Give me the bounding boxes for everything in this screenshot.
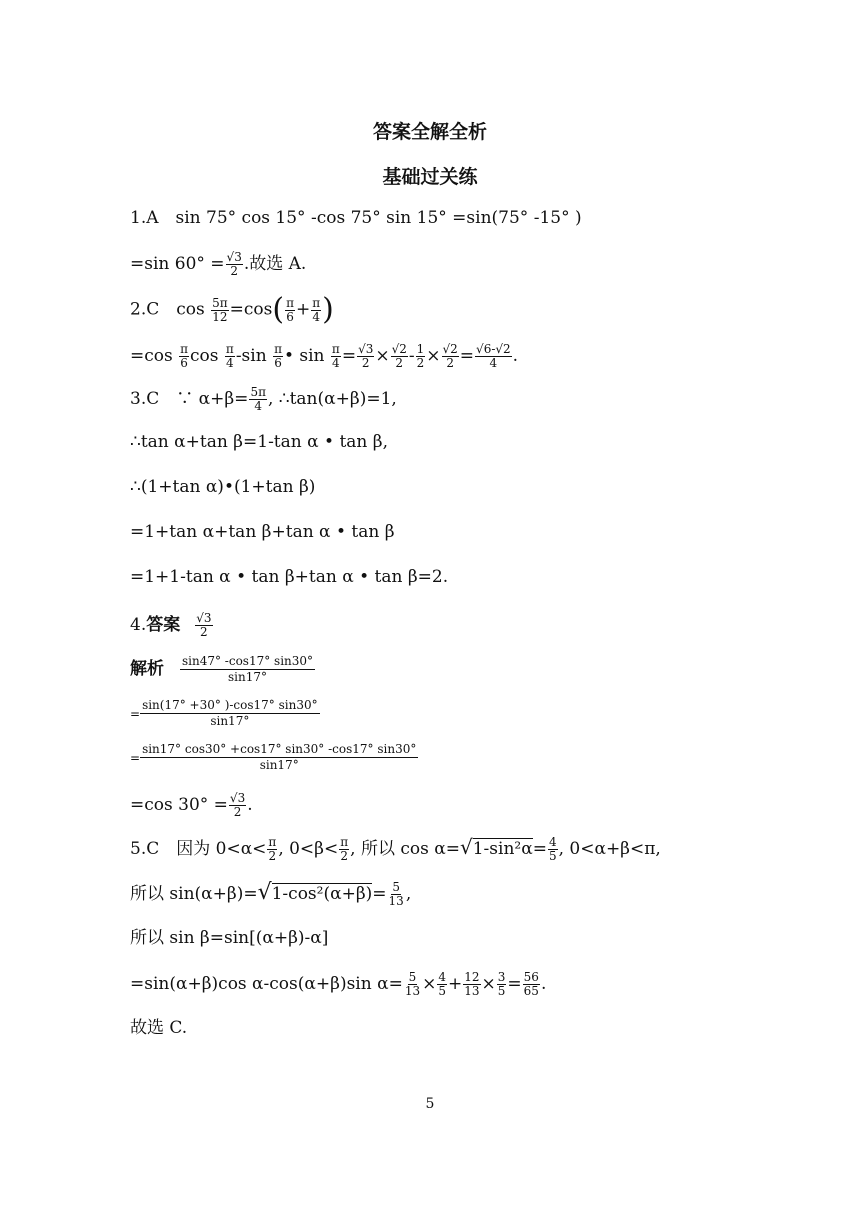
q3-line1: 3.C ∵ α+β= $\frac{5\pi}{4}$ , ∴tan(α+β)=1,	[130, 385, 397, 413]
q3-line3: ∴(1+tan α)•(1+tan β)	[130, 477, 316, 497]
q1-line1: 1.A sin 75° cos 15° -cos 75° sin 15° =sin(75° -15° )	[130, 208, 582, 228]
q4-analysis-3: = $\frac{\sin 17^\circ \cos 30^\circ +\cos 17^\circ \sin 30^\circ -\cos 17^\circ \sin 30^\circ}{\sin 17^\circ}$	[130, 742, 417, 772]
q1-line2: =sin 60° = $\frac{√3}{2}$ .故选 A.	[130, 250, 307, 278]
q2-line1: 2.C cos $\frac{5\pi}{12}$ =cos( $\frac{\pi}{6}$ + $\frac{\pi}{4}$ )	[130, 292, 334, 327]
q5-line2: 所以 sin(α+β)=√1-cos²(α+β)= $\frac{5}{13}$ ,	[130, 880, 412, 908]
q3-line2: ∴tan α+tan β=1-tan α • tan β,	[130, 432, 388, 452]
q4-answer: 4.答案 $\frac{√3}{2}$	[130, 611, 212, 639]
q5-line5: 故选 C.	[130, 1018, 188, 1038]
q3-line4: =1+tan α+tan β+tan α • tan β	[130, 522, 395, 542]
q3-line5: =1+1-tan α • tan β+tan α • tan β=2.	[130, 567, 449, 587]
page-number: 5	[425, 1096, 435, 1112]
q4-analysis-4: =cos 30° = $\frac{√3}{2}$ .	[130, 791, 253, 819]
q5-line4: =sin(α+β)cos α-cos(α+β)sin α= $\frac{5}{13}$ × $\frac{4}{5}$ + $\frac{12}{13}$ × $\frac{3}{5}$ = $\frac{56}{65}$ .	[130, 970, 547, 998]
section-title: 基础过关练	[382, 166, 478, 188]
q4-analysis-2: = $\frac{\sin(17^\circ +30^\circ )-\cos 17^\circ \sin 30^\circ}{\sin 17^\circ}$	[130, 698, 318, 728]
q5-line3: 所以 sin β=sin[(α+β)-α]	[130, 928, 329, 948]
q2-line2: =cos $\frac{\pi}{6}$ cos $\frac{\pi}{4}$ -sin $\frac{\pi}{6}$ • sin $\frac{\pi}{4}$ = $\frac{√3}{2}$ × $\frac{√2}{2}$ - $\frac{1}{2}$ × $\frac{√2}{2}$ = $\frac{√6-√2}{4}$ .	[130, 342, 519, 370]
page-title: 答案全解全析	[372, 121, 487, 143]
q4-analysis-1: 解析 $\frac{\sin 47^\circ -\cos 17^\circ \sin 30^\circ}{\sin 17^\circ}$	[130, 654, 314, 684]
q5-line1: 5.C 因为 0<α< $\frac{\pi}{2}$ , 0<β< $\frac{\pi}{2}$ , 所以 cos α=√1-sin²α= $\frac{4}{5}$ , 0<α+β<π,	[130, 835, 661, 863]
